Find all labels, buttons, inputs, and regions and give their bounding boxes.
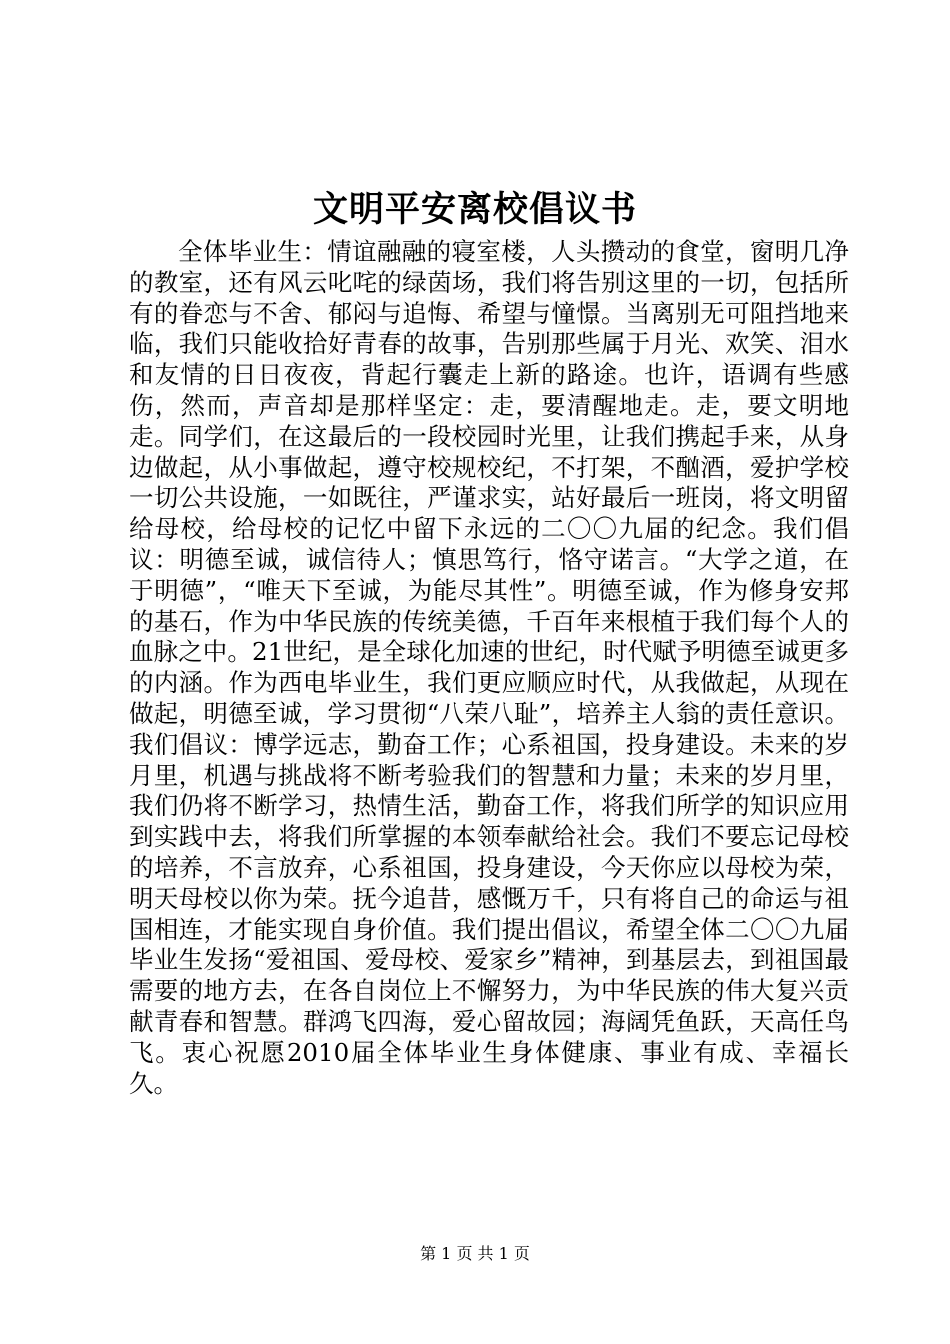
document-body: 全体毕业生：情谊融融的寝室楼，人头攒动的食堂，窗明几净的教室，还有风云叱咤的绿茵场，我们将告别这里的一切，包括所有的眷恋与不舍、郁闷与追悔、希望与憧憬。当离别无可阻挡地来临，我们只能收拾好青春的故事，告别那些属于月光、欢笑、泪水和友情的日日夜夜，背起行囊走上新的路途。也许，语调有些感伤，然而，声音却是那样坚定：走，要清醒地走。走，要文明地走。同学们，在这最后的一段校园时光里，让我们携起手来，从身边做起，从小事做起，遵守校规校纪，不打架，不酗酒，爱护学校一切公共设施，一如既往，严谨求实，站好最后一班岗，将文明留给母校，给母校的记忆中留下永远的二〇〇九届的纪念。我们倡议：明德至诚，诚信待人；慎思笃行，恪守诺言。“大学之道，在于明德”，“唯天下至诚，为能尽其性”。明德至诚，作为修身安邦的基石，作为中华民族的传统美德，千百年来根植于我们每个人的血脉之中。21世纪，是全球化加速的世纪，时代赋予明德至诚更多的内涵。作为西电毕业生，我们更应顺应时代，从我做起，从现在做起，明德至诚，学习贯彻“八荣八耻”，培养主人翁的责任意识。我们倡议：博学远志，勤奋工作；心系祖国，投身建设。未来的岁月里，机遇与挑战将不断考验我们的智慧和力量；未来的岁月里，我们仍将不断学习，热情生活，勤奋工作，将我们所学的知识应用到实践中去，将我们所掌握的本领奉献给社会。我们不要忘记母校的培养，不言放弃，心系祖国，投身建设，今天你应以母校为荣，明天母校以你为荣。抚今追昔，感慨万千，只有将自己的命运与祖国相连，才能实现自身价值。我们提出倡议，希望全体二〇〇九届毕业生发扬“爱祖国、爱母校、爱家乡”精神，到基层去，到祖国最需要的地方去，在各自岗位上不懈努力，为中华民族的伟大复兴贡献青春和智慧。群鸿飞四海，爱心留故园；海阔凭鱼跃，天高任鸟飞。衷心祝愿2010届全体毕业生身体健康、事业有成、幸福长久。 xyxy=(129,237,849,1098)
document-title: 文明平安离校倡议书 xyxy=(312,189,637,230)
page-number-footer: 第 1 页 共 1 页 xyxy=(420,1244,530,1263)
